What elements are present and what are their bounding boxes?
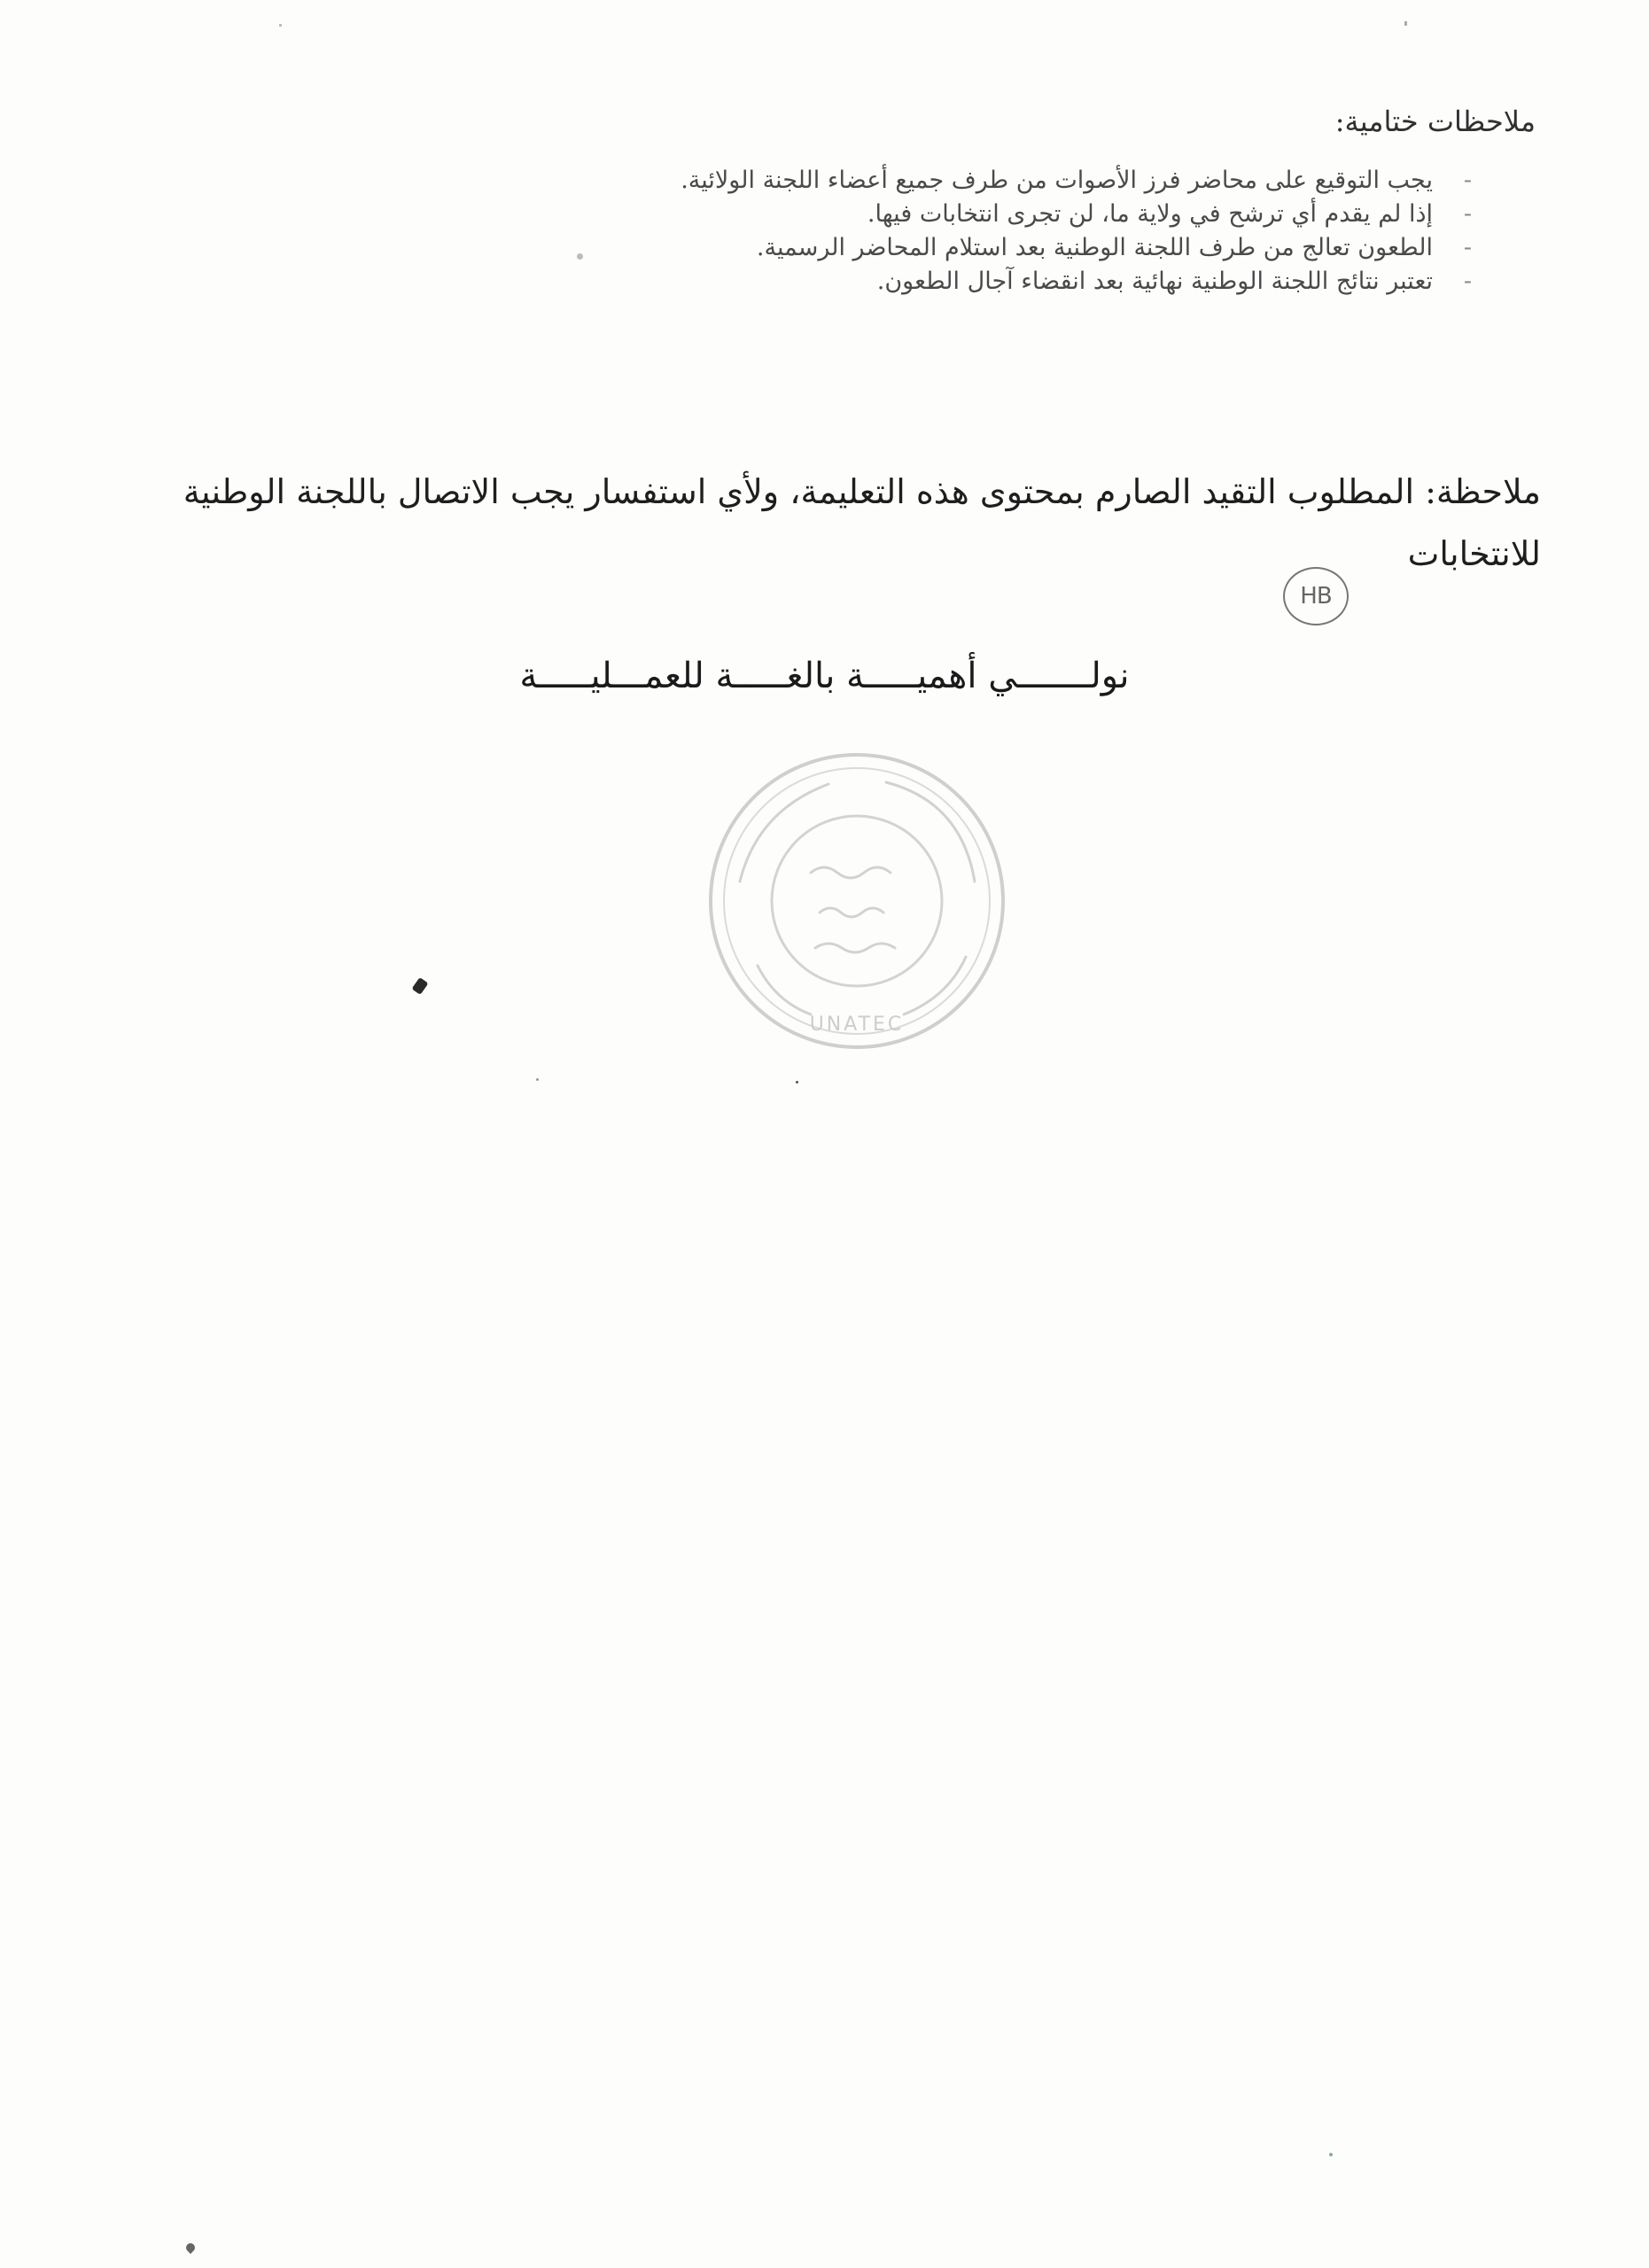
scan-speck bbox=[1404, 21, 1407, 26]
scan-speck bbox=[411, 977, 428, 995]
scan-speck bbox=[577, 253, 583, 260]
main-note-paragraph: ملاحظة: المطلوب التقيد الصارم بمحتوى هذه التعليمة، ولأي استفسار يجب الاتصال باللجنة الوطنية للانتخابات bbox=[183, 472, 1541, 573]
final-note-item: - الطعون تعالج من طرف اللجنة الوطنية بعد استلام المحاضر الرسمية. bbox=[320, 231, 1472, 265]
scan-speck bbox=[184, 2241, 197, 2254]
final-note-item: - يجب التوقيع على محاضر فرز الأصوات من طرف جميع أعضاء اللجنة الولائية. bbox=[320, 164, 1472, 198]
final-note-item: - إذا لم يقدم أي ترشح في ولاية ما، لن تجرى انتخابات فيها. bbox=[320, 198, 1472, 231]
official-stamp bbox=[704, 749, 1010, 1054]
scan-speck bbox=[796, 1081, 798, 1084]
closing-statement: نولـــــــي أهميـــــة بالغـــــة للعمـــليـــــة bbox=[519, 656, 1130, 696]
final-notes-list bbox=[320, 164, 1472, 299]
final-notes-heading: ملاحظات ختامية: bbox=[1334, 105, 1536, 138]
stamp-lettering: UNATEC bbox=[809, 1014, 905, 1036]
final-note-item: - تعتبر نتائج اللجنة الوطنية نهائية بعد انقضاء آجال الطعون. bbox=[320, 265, 1472, 299]
scan-speck bbox=[536, 1078, 539, 1081]
scan-speck bbox=[1329, 2153, 1333, 2156]
scan-speck bbox=[279, 24, 282, 27]
initials-mark: HB bbox=[1283, 567, 1349, 625]
